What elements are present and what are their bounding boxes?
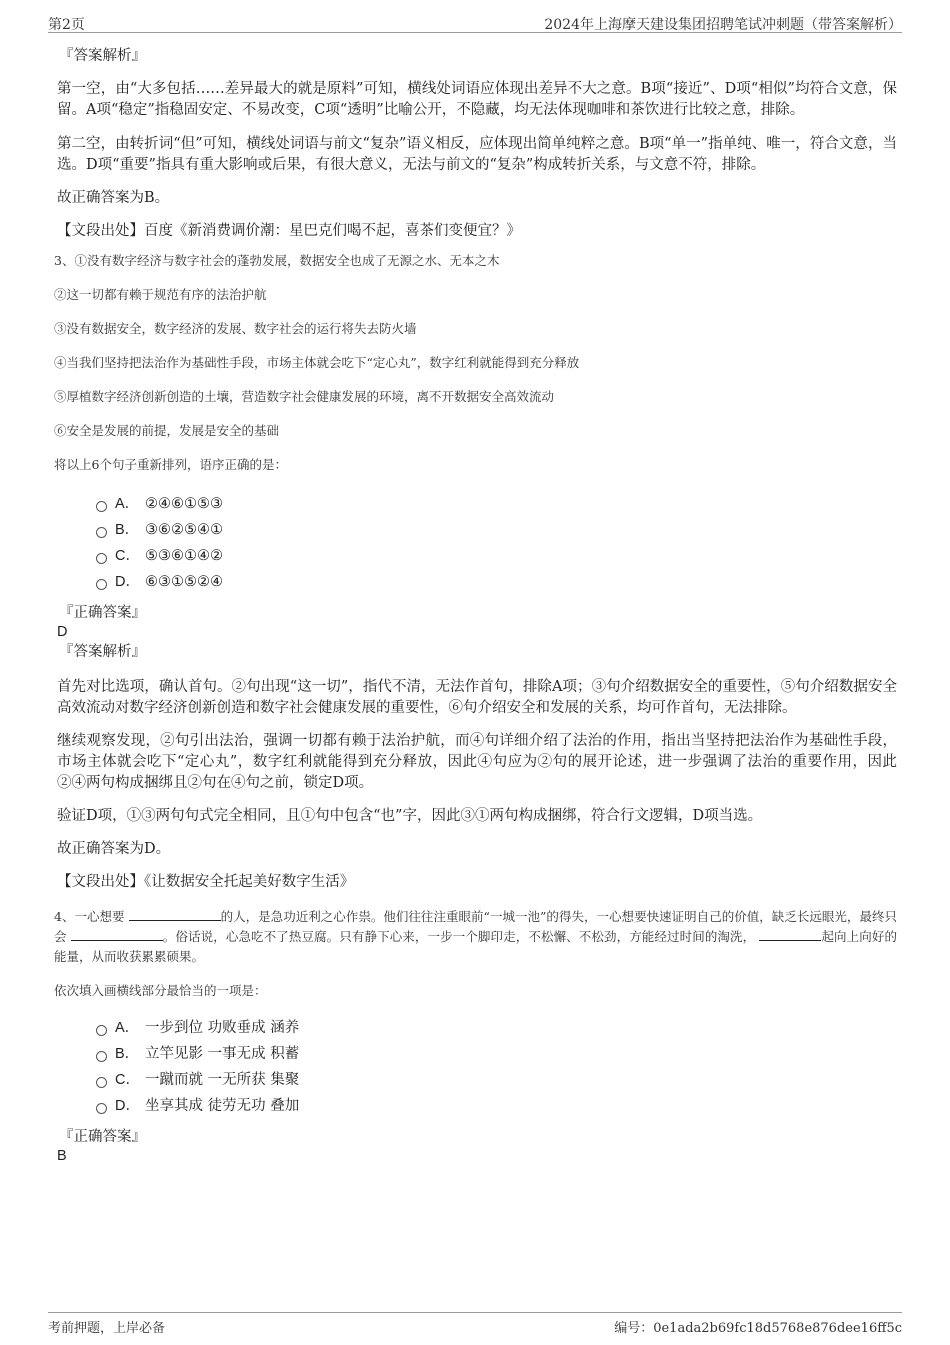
option-c[interactable] [96,543,897,569]
source-citation: 【文段出处】百度《新消费调价潮：星巴克们喝不起，喜茶们变便宜？》 [57,223,521,239]
q4-options [57,1015,897,1119]
question-4-text [54,907,897,967]
footer-slogan: 考前押题，上岸必备 [48,1321,166,1336]
option-b[interactable] [96,517,897,543]
question-sentence: ④当我们坚持把法治作为基础性手段，市场主体就会吃下“定心丸”，数字红利就能得到充分释放 [54,355,580,370]
option-letter: A． [115,1020,140,1036]
question-text: 的人，是急功近利之心作祟。他们往往注重眼前“一城一池”的得失，一心想要快速证明自己的价值，缺乏长远眼光，最终只会 [54,909,897,944]
correct-answer-label: 『正确答案』 [59,1129,146,1145]
question-3 [54,251,897,474]
question-sentence: ②这一切都有赖于规范有序的法治护航 [54,287,267,302]
page-header [48,12,902,33]
option-a[interactable] [96,1015,897,1041]
option-c[interactable] [96,1067,897,1093]
question-text: 。俗话说，心急吃不了热豆腐。只有静下心来，一步一个脚印走，不松懈、不松劲，方能经过时间的淘洗， [162,929,756,944]
fill-blank [759,928,821,941]
analysis-paragraph: 验证D项，①③两句句式完全相同，且①句中包含“也”字，因此③①两句构成捆绑，符合行文逻辑，D项当选。 [57,808,763,824]
radio-button[interactable] [96,553,107,564]
option-text: 一蹴而就 一无所获 集聚 [145,1072,300,1088]
fill-blank [129,908,221,921]
question-prompt: 将以上6个句子重新排列，语序正确的是： [54,457,287,472]
radio-button[interactable] [96,1077,107,1088]
option-text: 立竿见影 一事无成 积蓄 [145,1046,300,1062]
source-citation: 【文段出处】《让数据安全托起美好数字生活》 [57,874,355,890]
option-letter: B． [115,1046,140,1062]
radio-button[interactable] [96,501,107,512]
analysis-paragraph: 第一空，由“大多包括……差异最大的就是原料”可知，横线处词语应体现出差异不大之意。B项“接近”、D项“相似”均符合文意，保留。A项“稳定”指稳固安定、不易改变，C项“透明”比喻公开，不隐藏，均无法体现咖啡和茶饮进行比较之意，排除。 [57,81,897,118]
question-prompt: 依次填入画横线部分最恰当的一项是： [54,983,267,998]
answer-conclusion: 故正确答案为B。 [57,190,170,206]
option-letter: C． [115,1072,140,1088]
option-text: ③⑥②⑤④① [145,522,223,538]
radio-button[interactable] [96,527,107,538]
radio-button[interactable] [96,579,107,590]
correct-answer: B [57,1148,67,1164]
correct-answer: D [57,624,68,640]
question-sentence: ⑥安全是发展的前提，发展是安全的基础 [54,423,280,438]
question-text: 4、一心想要 [54,909,125,924]
option-d[interactable] [96,1093,897,1119]
option-text: ②④⑥①⑤③ [145,496,223,512]
document-id: 编号：0e1ada2b69fc18d5768e876dee16ff5c [614,1321,902,1336]
option-b[interactable] [96,1041,897,1067]
analysis-paragraph: 第二空，由转折词“但”可知，横线处词语与前文“复杂”语义相反，应体现出简单纯粹之意。B项“单一”指单纯、唯一，符合文意，当选。D项“重要”指具有重大影响或后果，有很大意义，无法与前文的“复杂”构成转折关系，与文意不符，排除。 [57,136,897,173]
q3-options [57,491,897,595]
analysis-paragraph: 首先对比选项，确认首句。②句出现“这一切”，指代不清，无法作首句，排除A项；③句介绍数据安全的重要性，⑤句介绍数据安全高效流动对数字经济创新创造和数字社会健康发展的重要性，⑥句介绍安全和发展的关系，均可作首句，无法排除。 [57,679,897,716]
document-title: 2024年上海摩天建设集团招聘笔试冲刺题（带答案解析） [544,17,902,33]
option-text: 坐享其成 徒劳无功 叠加 [145,1098,300,1114]
option-text: ⑥③①⑤②④ [145,574,223,590]
option-letter: D． [115,1098,140,1114]
radio-button[interactable] [96,1103,107,1114]
page-number: 第2页 [48,17,85,33]
option-letter: B． [115,522,140,538]
option-d[interactable] [96,569,897,595]
option-letter: A． [115,496,140,512]
analysis-label: 『答案解析』 [59,644,146,660]
option-text: 一步到位 功败垂成 涵养 [145,1020,300,1036]
question-sentence: ⑤厚植数字经济创新创造的土壤，营造数字社会健康发展的环境，离不开数据安全高效流动 [54,389,555,404]
analysis-paragraph: 继续观察发现，②句引出法治，强调一切都有赖于法治护航，而④句详细介绍了法治的作用，指出当坚持把法治作为基础性手段，市场主体就会吃下“定心丸”，数字红利就能得到充分释放，因此④句应为②句的展开论述，进一步强调了法治的重要作用，因此②④两句构成捆绑且②句在④句之前，锁定D项。 [57,733,897,791]
fill-blank [71,928,163,941]
radio-button[interactable] [96,1051,107,1062]
answer-conclusion: 故正确答案为D。 [57,841,171,857]
page-content [54,46,897,1165]
radio-button[interactable] [96,1025,107,1036]
option-letter: D． [115,574,140,590]
question-sentence: ③没有数据安全，数字经济的发展、数字社会的运行将失去防火墙 [54,321,417,336]
option-letter: C． [115,548,140,564]
option-a[interactable] [96,491,897,517]
question-sentence: 3、①没有数字经济与数字社会的蓬勃发展，数据安全也成了无源之水、无本之木 [54,253,500,268]
question-text: 起向上向好的能量，从而收获累累硕果。 [54,929,897,964]
option-text: ⑤③⑥①④② [145,548,223,564]
page-footer [48,1312,902,1337]
analysis-label: 『答案解析』 [59,48,146,64]
correct-answer-label: 『正确答案』 [59,605,146,621]
